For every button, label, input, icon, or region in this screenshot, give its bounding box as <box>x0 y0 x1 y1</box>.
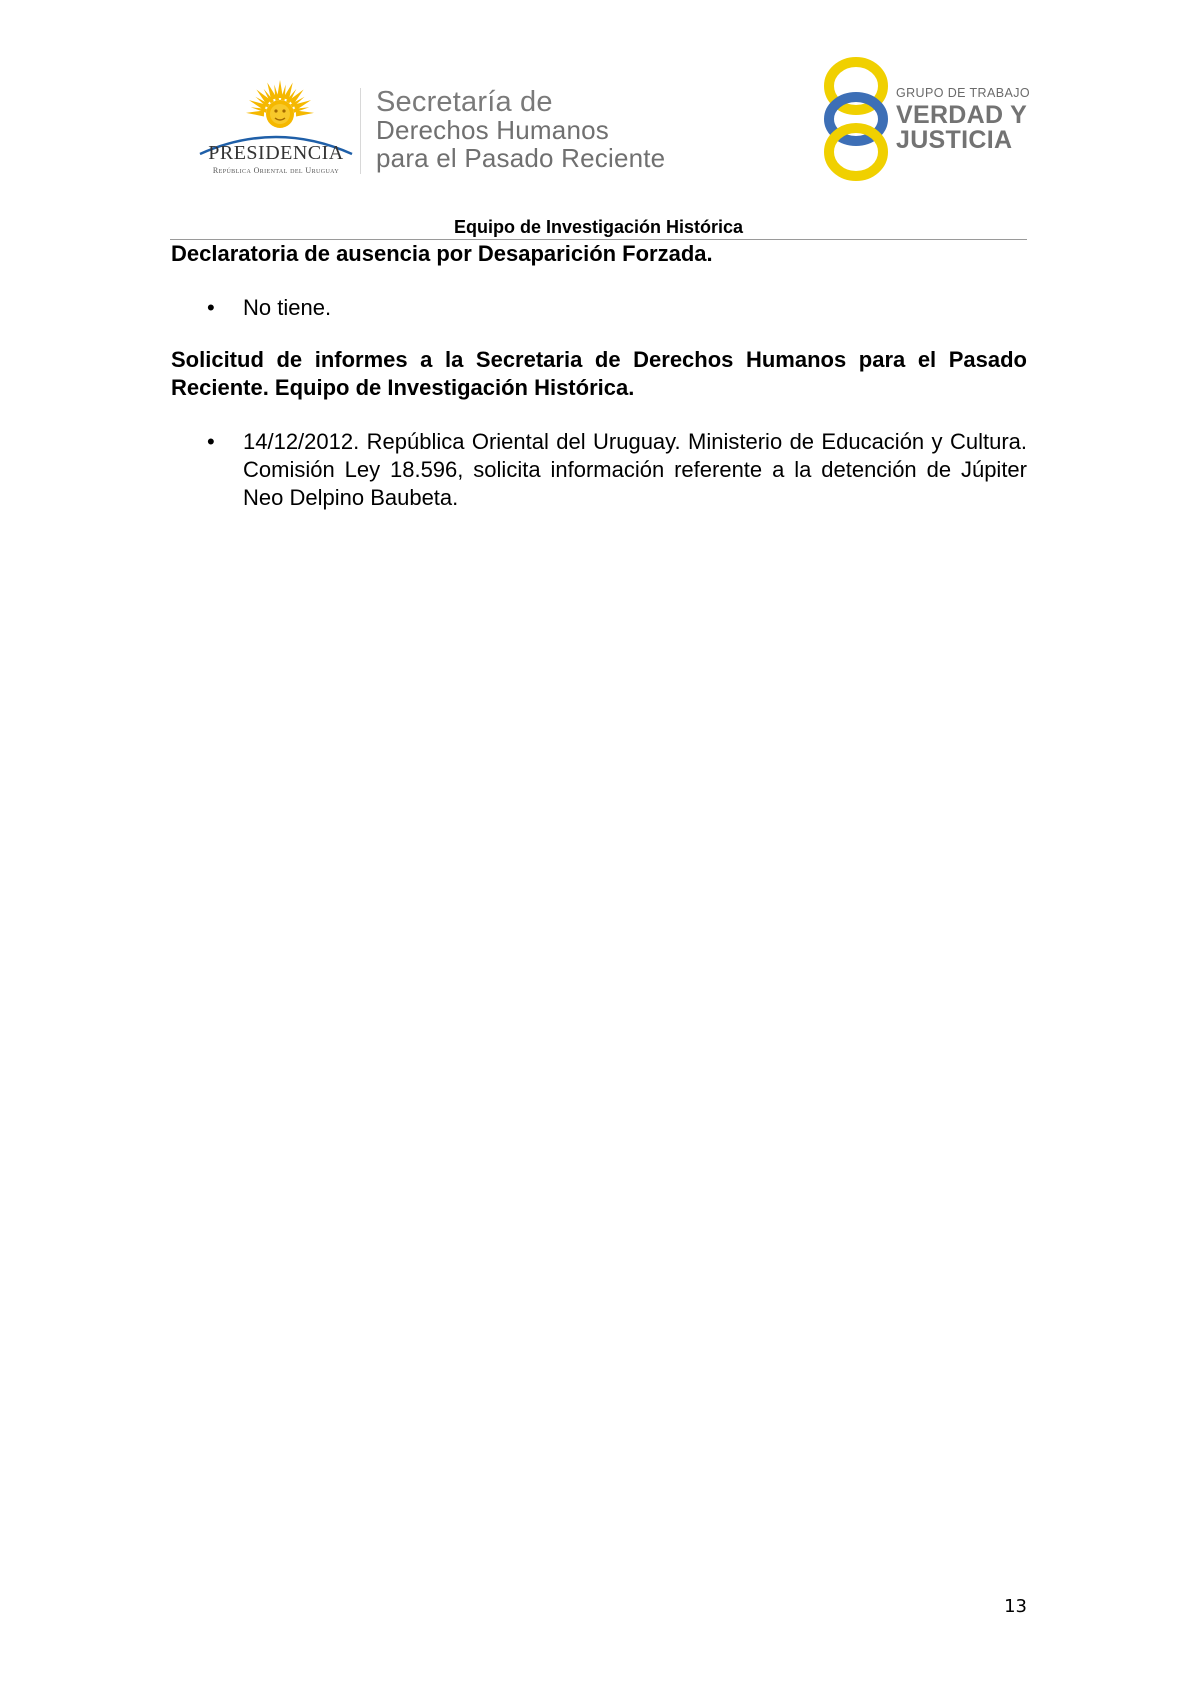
chain-rings-icon <box>820 56 892 182</box>
header-divider <box>360 88 361 174</box>
vj-group-label: GRUPO DE TRABAJO <box>896 86 1030 100</box>
page-number: 13 <box>1004 1596 1027 1617</box>
secretaria-line-2: Derechos Humanos <box>376 115 609 145</box>
list-item <box>171 294 1027 322</box>
presidencia-logo <box>196 80 356 180</box>
secretaria-line-3: para el Pasado Reciente <box>376 143 666 173</box>
secretaria-line-1: Secretaría de <box>376 86 553 118</box>
section-2-list <box>171 428 1027 512</box>
team-title: Equipo de Investigación Histórica <box>453 217 744 237</box>
list-item <box>171 428 1027 512</box>
vj-title-line-2: JUSTICIA <box>896 126 1013 154</box>
presidencia-name: PRESIDENCIA <box>208 142 344 164</box>
document-body <box>171 240 1027 512</box>
secretaria-logo-text <box>376 88 665 172</box>
bullet-icon: • <box>207 429 215 454</box>
bullet-icon: • <box>207 295 215 320</box>
list-item-text: 14/12/2012. República Oriental del Uruguay. Ministerio de Educación y Cultura. Comisión Ley 18.596, solicita información referente a la detención de Júpiter Neo Delpino Baubeta. <box>243 429 1027 510</box>
section-heading-1: Declaratoria de ausencia por Desaparición Forzada. <box>171 241 713 266</box>
vj-title-line-1: VERDAD Y <box>896 101 1028 129</box>
presidencia-subtitle: República Oriental del Uruguay <box>212 166 340 175</box>
verdad-justicia-logo <box>820 56 1030 182</box>
section-1-list <box>171 294 1027 322</box>
list-item-text: No tiene. <box>243 295 332 320</box>
section-heading-2: Solicitud de informes a la Secretaria de Derechos Humanos para el Pasado Reciente. Equipo de Investigación Histórica. <box>171 347 1027 400</box>
